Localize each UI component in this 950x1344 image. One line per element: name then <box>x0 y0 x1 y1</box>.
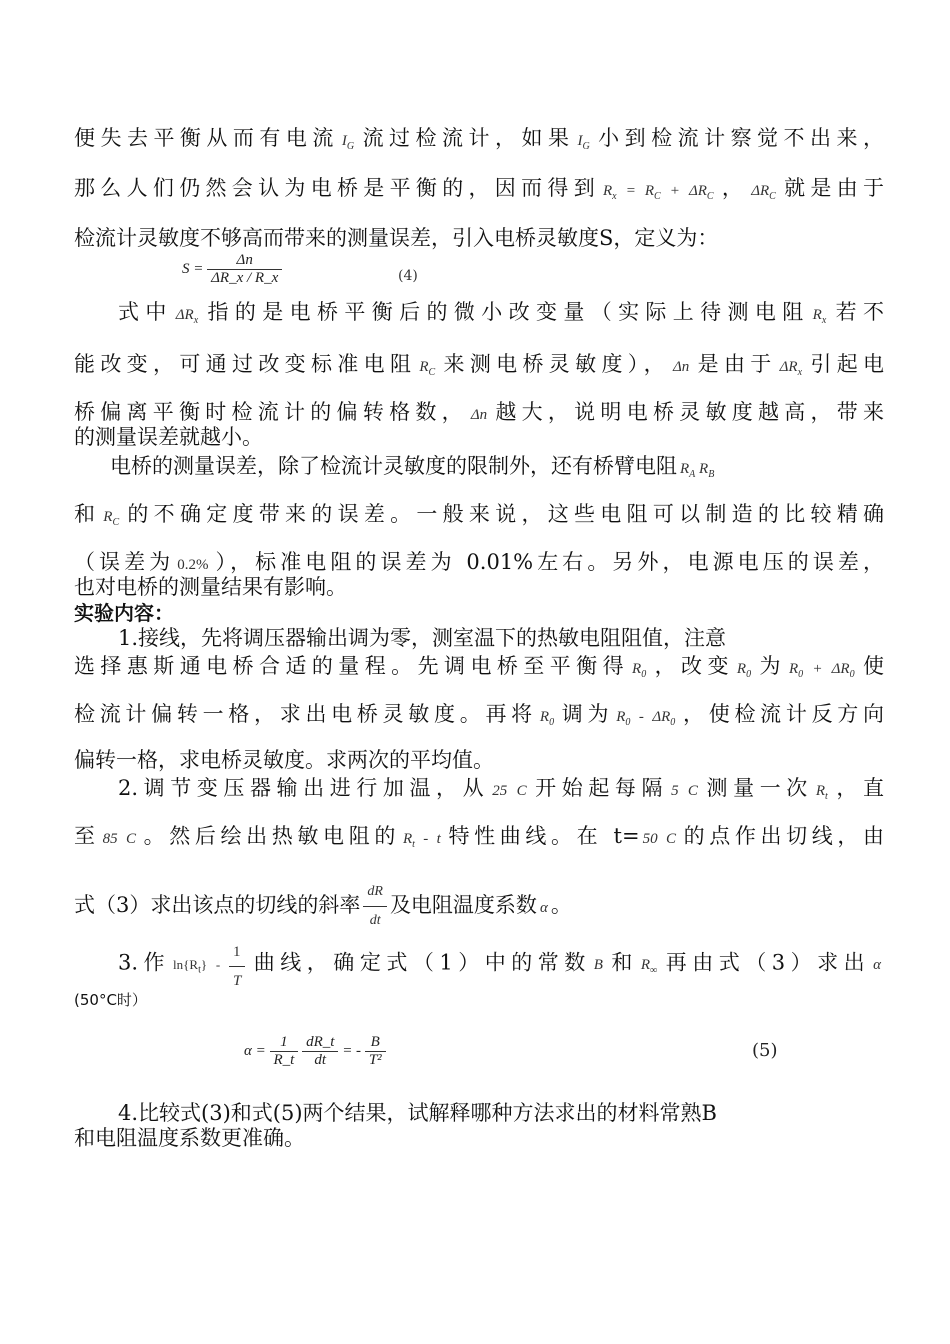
math-rx-equation: $R_x = R_C + \Delta R_C$ <box>603 183 714 202</box>
text: 。然后绘出热敏电阻的 <box>139 824 400 848</box>
text: 的点作出切线，由 <box>678 824 885 848</box>
para-line-24: 4.比较式(3)和式(5)两个结果，试解释哪种方法求出的材料常熟B <box>118 1101 717 1125</box>
math-ln-rt: $\ln\{R_t\}$ - $\frac{1}{T}$ <box>173 957 245 972</box>
math-r0-minus: $R_0 - \Delta R_0$ <box>616 709 676 728</box>
text: 调为 <box>557 702 614 726</box>
math-delta-n: Δn <box>470 407 488 423</box>
text: 开始起每隔 <box>529 776 669 800</box>
math-rc: $R_C$ <box>419 359 436 378</box>
text: 曲线，确定式（1）中的常数 <box>248 950 591 975</box>
text: 引起电 <box>805 352 885 376</box>
text: ，改变 <box>649 654 734 678</box>
text: 测量一次 <box>700 776 813 800</box>
math-delta-rx: $\Delta R_x$ <box>779 359 803 378</box>
math-b: B <box>593 957 603 974</box>
text: 便失去平衡从而有电流 <box>74 126 339 150</box>
math-temp-25: 25 C <box>492 783 527 799</box>
math-dr-dt: $\frac{dR}{dt}$ <box>363 878 387 935</box>
text: 越大，说明电桥灵敏度越高，带来 <box>490 400 884 424</box>
text: 桥偏离平衡时检流计的偏转格数， <box>74 400 468 424</box>
text: 就是由于 <box>778 176 885 200</box>
math-ig: $I_G$ <box>341 133 355 152</box>
math-r-inf: $R_\infty$ <box>640 957 658 977</box>
text: 3.作 <box>118 950 171 975</box>
text: 小到检流计察觉不出来， <box>592 126 884 150</box>
text: 是由于 <box>692 352 777 376</box>
math-r0: $R_0$ <box>539 709 555 728</box>
math-delta-rc: $\Delta R_C$ <box>751 183 776 202</box>
text: 再由式（3）求出 <box>660 950 871 975</box>
para-line-5 <box>118 298 884 335</box>
para-line-10 <box>74 500 884 537</box>
text: 和 <box>74 502 101 526</box>
text: 和 <box>605 950 638 975</box>
math-temp-85: 85 C <box>102 831 137 847</box>
text: 流过检流计，如果 <box>357 126 575 150</box>
math-delta-n: Δn <box>672 359 690 375</box>
equation-5: α = $\frac{1}{R\_t}$ $\frac{dR\_t}{dt}$ = - $\frac{B}{\text{T²}}$ <box>244 1034 386 1069</box>
math-r0: $R_0$ <box>736 661 752 680</box>
text: 检流计偏转一格，求出电桥灵敏度。再将 <box>74 702 537 726</box>
para-line-9 <box>110 452 884 489</box>
math-ig: $I_G$ <box>577 133 590 152</box>
para-line-8: 的测量误差就越小。 <box>74 425 263 449</box>
equation-4-number: (4) <box>398 268 418 284</box>
para-line-17: 偏转一格，求电桥灵敏度。求两次的平均值。 <box>74 748 494 772</box>
text: 至 <box>74 824 100 848</box>
para-line-15 <box>74 652 884 689</box>
text: 若不 <box>829 300 885 324</box>
text: 指的是电桥平衡后的微小改变量（实际上待测电阻 <box>201 300 810 324</box>
para-line-19 <box>74 822 884 859</box>
math-r0-plus: $R_0 + \Delta R_0$ <box>788 661 855 680</box>
text: 。 <box>550 893 572 917</box>
math-delta-rx: $\Delta R_x$ <box>175 307 199 326</box>
text: 及电阻温度系数 <box>389 893 537 917</box>
para-line-20 <box>74 878 884 935</box>
para-line-22: (50°C时） <box>74 991 147 1009</box>
para-line-14: 1.接线，先将调压器输出调为零，测室温下的热敏电阻阻值，注意 <box>118 626 727 650</box>
text: 2.调节变压器输出进行加温，从 <box>118 776 490 800</box>
equation-4: S = $\frac{\Delta n}{\Delta R\_x / R\_x}$ <box>182 252 282 287</box>
text: 特性曲线。在 t= <box>443 824 640 848</box>
para-line-3: 检流计灵敏度不够高而带来的测量误差，引入电桥灵敏度S，定义为： <box>74 226 719 250</box>
text: 那么人们仍然会认为电桥是平衡的，因而得到 <box>74 176 600 200</box>
text: ），标准电阻的误差为 0.01%左右。另外，电源电压的误差， <box>211 550 884 574</box>
math-rc: $R_C$ <box>103 509 120 528</box>
text: ，使检流计反方向 <box>678 702 885 726</box>
text: 式中 <box>118 300 173 324</box>
math-temp-5: 5 C <box>671 783 698 799</box>
math-percent: 0.2% <box>177 557 209 573</box>
math-alpha: α <box>873 957 881 974</box>
text: （误差为 <box>74 550 175 574</box>
para-line-2 <box>74 174 884 211</box>
math-rt-t: $R_t$ - t <box>402 831 441 850</box>
text: 的不确定度带来的误差。一般来说，这些电阻可以制造的比较精确 <box>122 502 885 526</box>
text: 使 <box>857 654 885 678</box>
text: 式（3）求出该点的切线的斜率 <box>74 893 361 917</box>
math-rt: $R_t$ <box>815 783 828 802</box>
equation-5-number: (5) <box>752 1040 778 1061</box>
para-line-12: 也对电桥的测量结果有影响。 <box>74 575 347 599</box>
math-ra-rb: $R_A$ $R_B$ <box>680 461 715 480</box>
text: 为 <box>754 654 786 678</box>
text: 能改变，可通过改变标准电阻 <box>74 352 417 376</box>
para-line-18 <box>118 774 884 811</box>
math-temp-50: 50 C <box>642 831 676 847</box>
para-line-16 <box>74 700 884 737</box>
text: 来测电桥灵敏度）， <box>438 352 670 376</box>
math-r0: $R_0$ <box>632 661 647 680</box>
section-heading: 实验内容： <box>74 601 174 625</box>
para-line-25: 和电阻温度系数更准确。 <box>74 1126 305 1150</box>
text: ，直 <box>830 776 884 800</box>
text: ， <box>716 176 749 200</box>
text: 选择惠斯通电桥合适的量程。先调电桥至平衡得 <box>74 654 630 678</box>
para-line-1 <box>74 124 884 161</box>
math-alpha: α <box>539 900 548 916</box>
para-line-6 <box>74 350 884 387</box>
math-rx: $R_x$ <box>812 307 827 326</box>
text: 电桥的测量误差，除了检流计灵敏度的限制外，还有桥臂电阻 <box>110 454 677 478</box>
